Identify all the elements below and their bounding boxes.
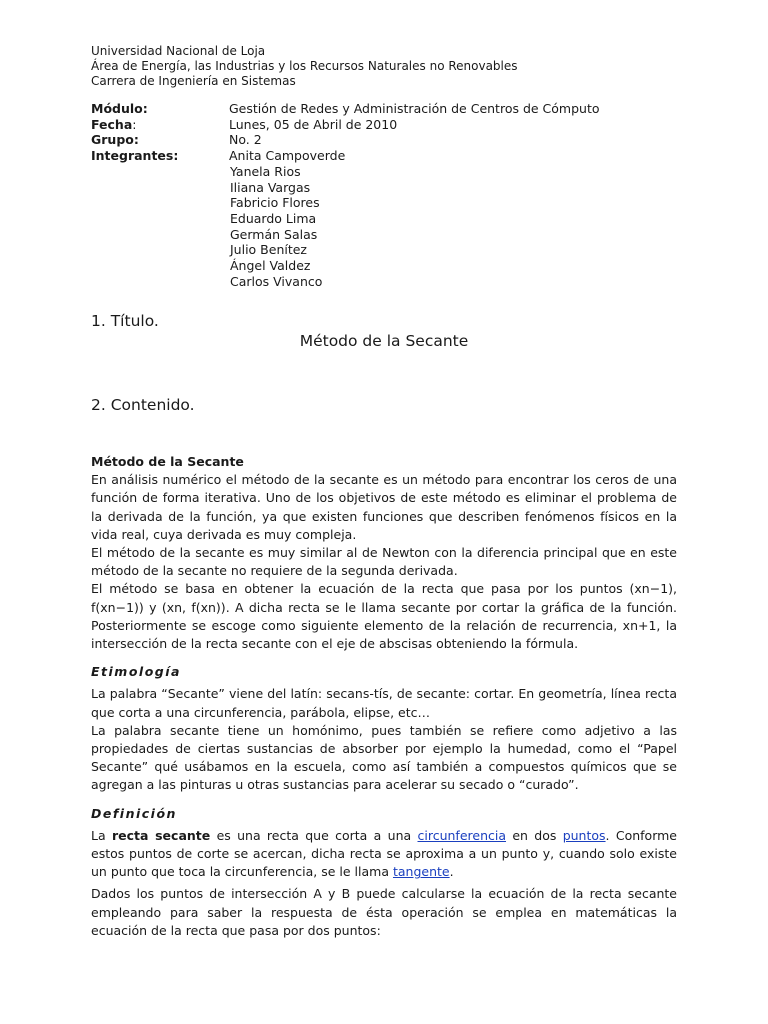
text-span: .: [449, 864, 454, 880]
fecha-row: [91, 117, 677, 133]
integrante-item: Iliana Vargas: [230, 179, 311, 195]
modulo-label: Módulo:: [91, 101, 148, 116]
definition-paragraph: [91, 827, 677, 882]
content-body: [91, 453, 677, 940]
paragraph: Dados los puntos de intersección A y B puede calcularse la ecuación de la recta secante empleando para saber la respuesta de ésta operación se emplea en matemáticas la ecuación de la recta que pasa por dos puntos:: [91, 886, 677, 938]
content-subtitle: Método de la Secante: [91, 454, 244, 469]
grupo-label: Grupo:: [91, 132, 139, 148]
paragraph: En análisis numérico el método de la secante es un método para encontrar los ceros de una función de forma iterativa. Uno de los objetivos de este método es eliminar el problema de la derivada de la función, ya que existen funciones que describen fenómenos físicos en la vida real, cuya derivada es muy compleja.: [91, 472, 677, 542]
integrantes-label: Integrantes:: [91, 148, 179, 164]
paragraph: La palabra “Secante” viene del latín: secans-tís, de secante: cortar. En geometría, línea recta que corta a una circunferencia, parábola, elipse, etc…: [91, 686, 677, 720]
paragraph: El método se basa en obtener la ecuación de la recta que pasa por los puntos (xn−1), f(xn−1)) y (xn, f(xn)). A dicha recta se le llama secante por cortar la gráfica de la función. Posteriormente se escoge como siguiente elemento de la relación de recurrencia, xn+1, la intersección de la recta secante con el eje de abscisas obteniendo la fórmula.: [91, 581, 677, 652]
modulo-value: Gestión de Redes y Administración de Centros de Cómputo: [229, 101, 600, 116]
text-span: en dos: [506, 827, 563, 843]
grupo-value: No. 2: [229, 132, 262, 148]
integrante-item: Carlos Vivanco: [230, 273, 323, 289]
tangente-link[interactable]: tangente: [392, 864, 450, 880]
integrantes-row: [91, 148, 677, 164]
paragraph: La palabra secante tiene un homónimo, pues también se refiere como adjetivo a las propiedades de ciertas sustancias de absorber por ejemplo la humedad, como el “Papel Secante” qué usábamos en la escuela, como así también a compuestos químicos que se agregan a las pinturas u otras sustancias para acelerar su secado o “curado”.: [91, 722, 677, 793]
etimologia-heading: Etimología: [91, 664, 181, 680]
text-span: . Conforme estos puntos de corte se acercan, dicha recta se aproxima a un punto y, cuando solo existe un punto que toca la circunferencia, se le llama: [91, 827, 677, 880]
definicion-heading: Definición: [91, 805, 177, 821]
integrante-item: Yanela Rios: [230, 163, 301, 179]
fecha-colon: :: [132, 116, 137, 132]
paragraph: El método de la secante es muy similar al de Newton con la diferencia principal que en este método de la secante no requiere de la segunda derivada.: [91, 545, 677, 579]
integrantes-list: [229, 164, 677, 290]
faculty-name: Área de Energía, las Industrias y los Recursos Naturales no Renovables: [91, 59, 518, 73]
document-title: Método de la Secante: [299, 332, 469, 350]
integrante-item: Anita Campoverde: [229, 148, 346, 164]
institution-header: [91, 44, 677, 89]
grupo-row: [91, 132, 677, 148]
recta-secante-term: recta secante: [111, 827, 211, 843]
integrante-item: Julio Benítez: [230, 242, 307, 258]
career-name: Carrera de Ingeniería en Sistemas: [91, 74, 296, 88]
integrante-item: Germán Salas: [230, 226, 318, 242]
fecha-label: [91, 117, 229, 133]
section-1-heading: 1. Título.: [91, 312, 159, 330]
document-metadata: [91, 101, 677, 164]
integrante-item: Fabricio Flores: [230, 195, 320, 211]
fecha-label-text: Fecha: [91, 116, 133, 132]
integrante-item: Eduardo Lima: [230, 210, 317, 226]
document-page: [91, 44, 677, 938]
text-span: es una recta que corta a una: [210, 827, 418, 843]
circunferencia-link[interactable]: circunferencia: [417, 827, 507, 843]
fecha-value: Lunes, 05 de Abril de 2010: [229, 116, 398, 132]
puntos-link[interactable]: puntos: [562, 827, 606, 843]
modulo-row: [91, 101, 677, 117]
integrante-item: Ángel Valdez: [230, 258, 311, 274]
section-2-heading: 2. Contenido.: [91, 396, 195, 414]
university-name: Universidad Nacional de Loja: [91, 44, 266, 58]
text-span: La: [91, 827, 112, 843]
